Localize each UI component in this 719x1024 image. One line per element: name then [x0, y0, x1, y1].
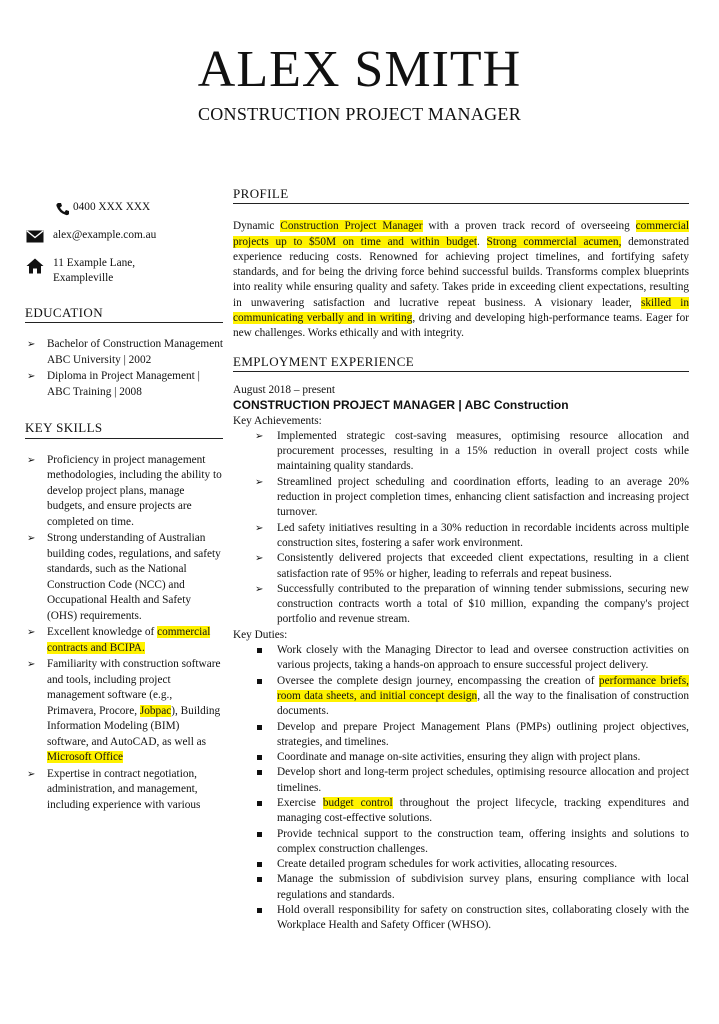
duty-item: Develop short and long-term project schedules, optimising resource allocation and project timelines. [277, 765, 689, 796]
duty-item: Develop and prepare Project Management Plans (PMPs) outlining project objectives, strategies, and timelines. [277, 720, 689, 751]
education-item: ➢ Diploma in Project Management | ABC Training | 2008 [47, 369, 223, 400]
highlight: Construction Project Manager [280, 220, 423, 233]
skill-item: ➢ Familiarity with construction software and tools, including project management software (e.g., Primavera, Procore, Jobpac), Building Information Modeling (BIM) software, and AutoCAD, as well as Microsoft Office [47, 657, 223, 766]
education-heading: EDUCATION [25, 305, 223, 324]
education-list [25, 337, 223, 400]
highlight: Strong commercial acumen, [486, 235, 622, 248]
achievements-label: Key Achievements: [233, 414, 322, 427]
highlight: Microsoft Office [47, 751, 124, 763]
right-column [233, 186, 689, 934]
skill-item: ➢ Excellent knowledge of commercial contracts and BCIPA. [47, 625, 223, 656]
skill-item: ➢ Strong understanding of Australian building codes, regulations, and safety standards, such as the National Construction Code (NCC) and Occupational Health and Safety (OHS) requirements. [47, 531, 223, 624]
duties-list [233, 643, 689, 934]
email-address: alex@example.com.au [53, 229, 157, 241]
duty-item: Oversee the complete design journey, encompassing the creation of performance briefs, room data sheets, and initial concept design, all the way to the finalisation of construction documents. [277, 674, 689, 720]
duty-item: Create detailed program schedules for work activities, allocating resources. [277, 857, 689, 872]
achievement-item: ➢ Consistently delivered projects that exceeded client expectations, resulting in a client satisfaction rate of 95% or higher, leading to referrals and repeat business. [277, 551, 689, 582]
candidate-title: CONSTRUCTION PROJECT MANAGER [197, 104, 522, 124]
achievement-item: ➢ Streamlined project scheduling and coordination efforts, leading to an average 20% reduction in project completion times, enhancing client satisfaction and increasing project turnover. [277, 475, 689, 521]
email-icon [25, 228, 45, 243]
duty-item: Manage the submission of subdivision survey plans, ensuring compliance with local regulations and standards. [277, 872, 689, 903]
highlight: Jobpac [139, 704, 172, 717]
contact-email [25, 228, 223, 244]
education-item: ➢ Bachelor of Construction Management ABC University | 2002 [47, 337, 223, 368]
contact-phone [25, 200, 223, 216]
candidate-name: ALEX SMITH [197, 41, 522, 98]
contact-address [25, 256, 223, 287]
address-line-1: 11 Example Lane, [53, 256, 136, 269]
profile-summary: Dynamic Construction Project Manager with a proven track record of overseeing commercial projects up to $50M on time and within budget. Strong commercial acumen, demonstrated experience reducing costs. Renowned for achieving project timelines, and fortifying safety standards, and for being the driving force behind successful builds. Transforms complex blueprints into reality while ensuring quality and safety. Takes pride in exceeding client expectations, resulting in unwavering satisfaction and lucrative repeat business. A visionary leader, skilled in communicating verbally and in writing, driving and developing high-performance teams. Eager for new challenges. Works ethically and with integrity. [233, 220, 689, 340]
skills-heading: KEY SKILLS [25, 420, 223, 439]
phone-number: 0400 XXX XXX [73, 201, 151, 213]
left-column [25, 200, 223, 814]
highlight: commercial contracts and BCIPA. [47, 626, 211, 654]
phone-icon [53, 200, 73, 216]
achievements-list [233, 429, 689, 628]
achievement-item: ➢ Led safety initiatives resulting in a 30% reduction in recordable incidents across multiple construction sites, fostering a safer work environment. [277, 521, 689, 552]
highlight: skilled in communicating verbally and in writing [233, 296, 689, 325]
skill-item: ➢ Proficiency in project management methodologies, including the ability to develop project plans, manage budgets, and ensure projects are completed on time. [47, 453, 223, 531]
home-icon [25, 256, 45, 274]
achievement-item: ➢ Implemented strategic cost-saving measures, optimising resource allocation and procurement processes, resulting in a 15% reduction in overall project costs while maintaining quality standards. [277, 429, 689, 475]
achievement-item: ➢ Successfully contributed to the preparation of winning tender submissions, securing new construction contracts worth a total of $10 million, expanding the company's project portfolio and revenue stream. [277, 582, 689, 628]
highlight: commercial projects up to $50M on time and within budget [233, 220, 689, 248]
duty-item: Hold overall responsibility for safety on construction sites, collaborating closely with the Workplace Health and Safety Officer (WHSO). [277, 903, 689, 934]
job-dates: August 2018 – present [233, 383, 335, 396]
duty-item: Coordinate and manage on-site activities, ensuring they align with project plans. [277, 750, 689, 765]
profile-heading: PROFILE [233, 186, 689, 204]
duty-item: Exercise budget control throughout the project lifecycle, tracking expenditures and managing cost-effective solutions. [277, 796, 689, 827]
address-line-2: Exampleville [53, 272, 114, 284]
highlight: performance briefs, room data sheets, and initial concept design [277, 674, 689, 702]
duties-label: Key Duties: [233, 628, 288, 641]
skills-list [25, 453, 223, 814]
highlight: budget control [322, 796, 393, 809]
duty-item: Provide technical support to the construction team, offering insights and solutions to complex construction challenges. [277, 827, 689, 858]
skill-item: ➢ Expertise in contract negotiation, administration, and management, including experience with various [47, 767, 223, 814]
duty-item: Work closely with the Managing Director to lead and oversee construction activities on various projects, taking a hands-on approach to ensure successful project delivery. [277, 643, 689, 674]
job-title: CONSTRUCTION PROJECT MANAGER | ABC Construction [233, 398, 569, 413]
experience-heading: EMPLOYMENT EXPERIENCE [233, 354, 689, 372]
